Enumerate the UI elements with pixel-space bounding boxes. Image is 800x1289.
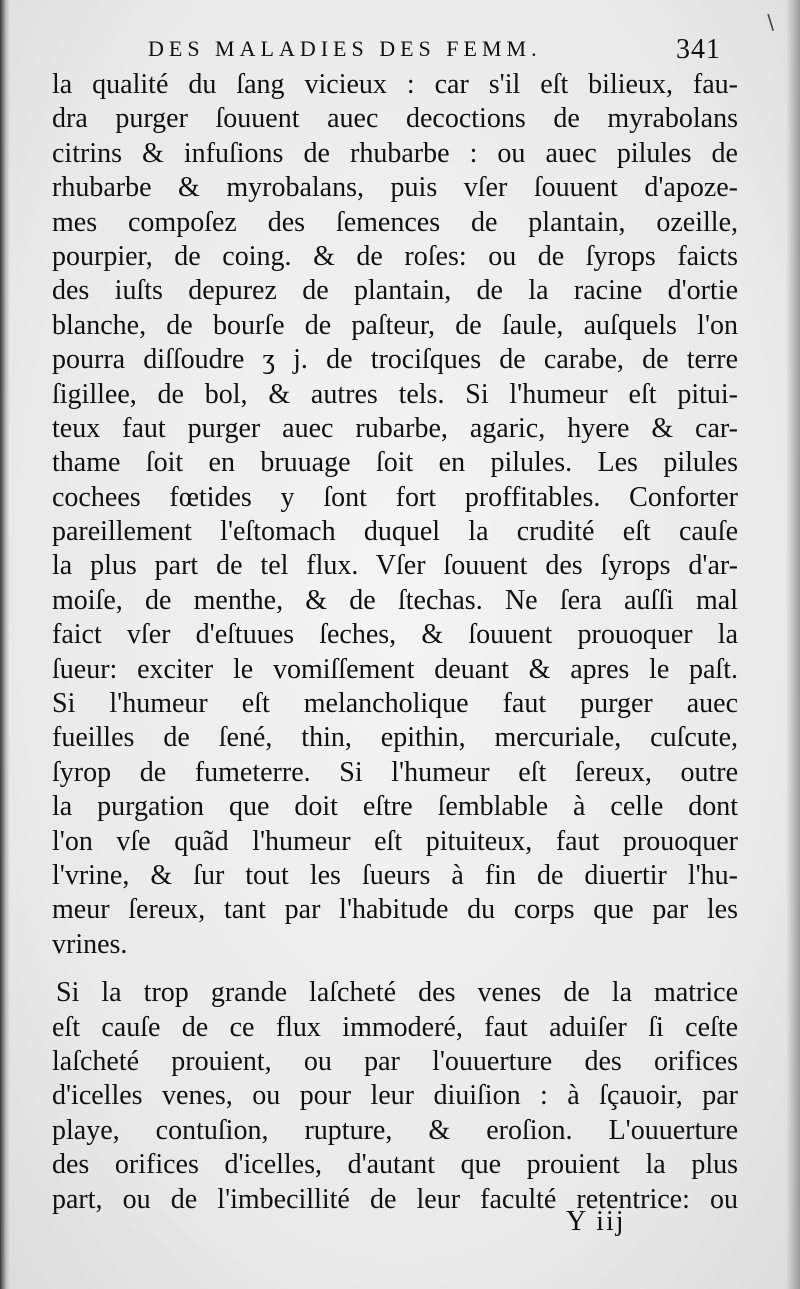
paragraph [52, 68, 738, 962]
text-line: eſt cauſe de ce flux immoderé, faut aduiſer ſi ceſte [52, 1011, 738, 1043]
text-line: d'icelles venes, ou pour leur diuiſion : à ſçauoir, par [52, 1080, 738, 1112]
running-head: DES MALADIES DES FEMM. [148, 36, 542, 61]
text-line: faict vſer d'eſtuues ſeches, & ſouuent prouoquer la [52, 619, 738, 651]
text-line: fueilles de ſené, thin, epithin, mercuriale, cuſcute, [52, 722, 738, 754]
text-line: ſueur: exciter le vomiſſement deuant & apres le paſt. [52, 653, 738, 685]
corner-mark: \ [767, 10, 774, 34]
paragraph [52, 976, 738, 1217]
text-line: la qualité du ſang vicieux : car s'il eſt bilieux, fau- [52, 69, 738, 100]
text-line: ſyrop de fumeterre. Si l'humeur eſt ſereux, outre [52, 756, 738, 788]
text-line: pourpier, de coing. & de roſes: ou de ſyrops faicts [52, 240, 738, 272]
text-line: ſigillee, de bol, & autres tels. Si l'humeur eſt pitui- [52, 378, 738, 410]
text-line: Si l'humeur eſt melancholique faut purger auec [52, 688, 738, 720]
text-line: la plus part de tel flux. Vſer ſouuent des ſyrops d'ar- [52, 550, 738, 582]
text-line: la purgation que doit eſtre ſemblable à celle dont [52, 791, 738, 823]
text-line: laſcheté prouient, ou par l'ouuerture des orifices [52, 1045, 738, 1077]
text-line: rhubarbe & myrobalans, puis vſer ſouuent d'apoze- [52, 172, 738, 204]
text-line: mes compoſez des ſemences de plantain, ozeille, [52, 206, 738, 238]
text-line: dra purger ſouuent auec decoctions de myrabolans [52, 103, 738, 135]
text-line: l'on vſe quãd l'humeur eſt pituiteux, faut prouoquer [52, 825, 738, 857]
text-line: Si la trop grande laſcheté des venes de la matrice [56, 977, 738, 1009]
signature-mark: Y iij [566, 1206, 626, 1237]
text-line: thame ſoit en bruuage ſoit en pilules. Les pilules [52, 447, 738, 479]
text-line: part, ou de l'imbecillité de leur faculté retentrice: ou [52, 1183, 738, 1215]
text-line: blanche, de bourſe de paſteur, de ſaule, auſquels l'on [52, 309, 738, 341]
page-edge-shadow [786, 0, 800, 1289]
text-line: pourra diſſoudre ʒ j. de trociſques de carabe, de terre [52, 344, 738, 376]
text-line: meur ſereux, tant par l'habitude du corps que par les [52, 894, 738, 926]
text-line: playe, contuſion, rupture, & eroſion. L'ouuerture [52, 1114, 738, 1146]
text-line: citrins & infuſions de rhubarbe : ou auec pilules de [52, 137, 738, 169]
page-gutter-shadow [0, 0, 10, 1289]
text-line: des orifices d'icelles, d'autant que prouient la plus [52, 1149, 738, 1181]
text-line: des iuſts depurez de plantain, de la racine d'ortie [52, 275, 738, 307]
text-line: moiſe, de menthe, & de ſtechas. Ne ſera auſſi mal [52, 584, 738, 616]
text-line: l'vrine, & ſur tout les ſueurs à fin de diuertir l'hu- [52, 859, 738, 891]
text-line: cochees fœtides y ſont fort proffitables. Conforter [52, 481, 738, 513]
body-text [52, 68, 738, 1217]
text-line: vrines. [52, 928, 128, 960]
paragraph-gap [52, 962, 738, 976]
text-line: teux faut purger auec rubarbe, agaric, hyere & car- [52, 412, 738, 444]
text-line: pareillement l'eſtomach duquel la crudité eſt cauſe [52, 516, 738, 548]
page-number: 341 [676, 34, 721, 65]
